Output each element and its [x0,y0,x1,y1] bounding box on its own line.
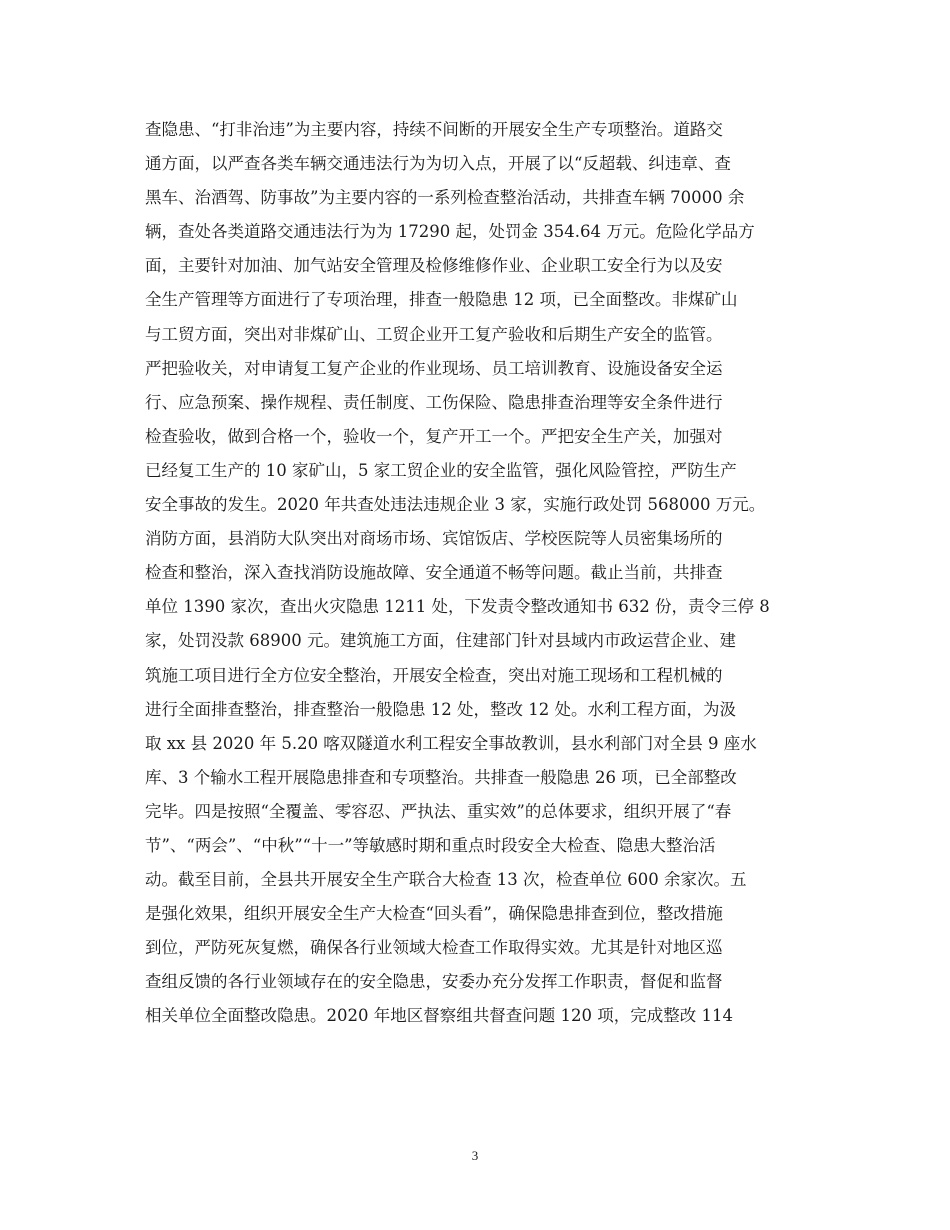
text-line: 检查验收，做到合格一个，验收一个，复产开工一个。严把安全生产关，加强对 [145,426,723,446]
text-line: 辆，查处各类道路交通违法行为为 17290 起，处罚金 354.64 万元。危险化学品方 [145,222,755,242]
text-line: 到位，严防死灰复燃，确保各行业领域大检查工作取得实效。尤其是针对地区巡 [145,938,723,958]
text-line: 通方面，以严查各类车辆交通违法行为为切入点，开展了以“反超载、纠违章、查 [145,154,731,174]
text-line: 查组反馈的各行业领域存在的安全隐患，安委办充分发挥工作职责，督促和监督 [145,972,723,992]
text-line: 相关单位全面整改隐患。2020 年地区督察组共督查问题 120 项，完成整改 114 [145,1006,733,1026]
text-line: 取 xx 县 2020 年 5.20 喀双隧道水利工程安全事故教训，县水利部门对全县 9 座水 [145,733,757,753]
text-line: 查隐患、“打非治违”为主要内容，持续不间断的开展安全生产专项整治。道路交 [145,120,723,139]
text-line: 已经复工生产的 10 家矿山，5 家工贸企业的安全监管，强化风险管控，严防生产 [145,460,737,480]
text-line: 库、3 个输水工程开展隐患排查和专项整治。共排查一般隐患 26 项，已全部整改 [145,767,737,787]
text-line: 安全事故的发生。2020 年共查处违法违规企业 3 家，实施行政处罚 568000 万元。 [145,495,766,515]
text-line: 进行全面排查整治，排查整治一般隐患 12 处，整改 12 处。水利工程方面，为汲 [145,699,736,719]
text-line: 完毕。四是按照“全覆盖、零容忍、严执法、重实效”的总体要求，组织开展了“春 [145,801,732,821]
text-line: 动。截至目前，全县共开展安全生产联合大检查 13 次，检查单位 600 余家次。五 [145,870,747,890]
text-line: 面，主要针对加油、加气站安全管理及检修维修作业、企业职工安全行为以及安 [145,256,723,276]
page-number: 3 [471,1148,479,1163]
text-line: 节”、“两会”、“中秋”“十一”等敏感时期和重点时段安全大检查、隐患大整治活 [145,835,716,855]
text-line: 严把验收关，对申请复工复产企业的作业现场、员工培训教育、设施设备安全运 [145,358,723,378]
text-line: 与工贸方面，突出对非煤矿山、工贸企业开工复产验收和后期生产安全的监管。 [145,324,723,344]
text-line: 单位 1390 家次，查出火灾隐患 1211 处，下发责令整改通知书 632 份，责令三停 8 [145,597,770,617]
body-text [145,113,815,1034]
text-line: 消防方面，县消防大队突出对商场市场、宾馆饭店、学校医院等人员密集场所的 [145,529,723,549]
text-line: 检查和整治，深入查找消防设施故障、安全通道不畅等问题。截止当前，共排查 [145,563,723,583]
text-line: 筑施工项目进行全方位安全整治，开展安全检查，突出对施工现场和工程机械的 [145,665,723,685]
text-line: 全生产管理等方面进行了专项治理，排查一般隐患 12 项，已全面整改。非煤矿山 [145,290,738,310]
text-line: 是强化效果，组织开展安全生产大检查“回头看”，确保隐患排查到位，整改措施 [145,904,723,924]
text-line: 黑车、治酒驾、防事故”为主要内容的一系列检查整治活动，共排查车辆 70000 余 [145,188,745,208]
text-line: 行、应急预案、操作规程、责任制度、工伤保险、隐患排查治理等安全条件进行 [145,392,723,412]
text-line: 家，处罚没款 68900 元。建筑施工方面，住建部门针对县域内市政运营企业、建 [145,631,736,651]
